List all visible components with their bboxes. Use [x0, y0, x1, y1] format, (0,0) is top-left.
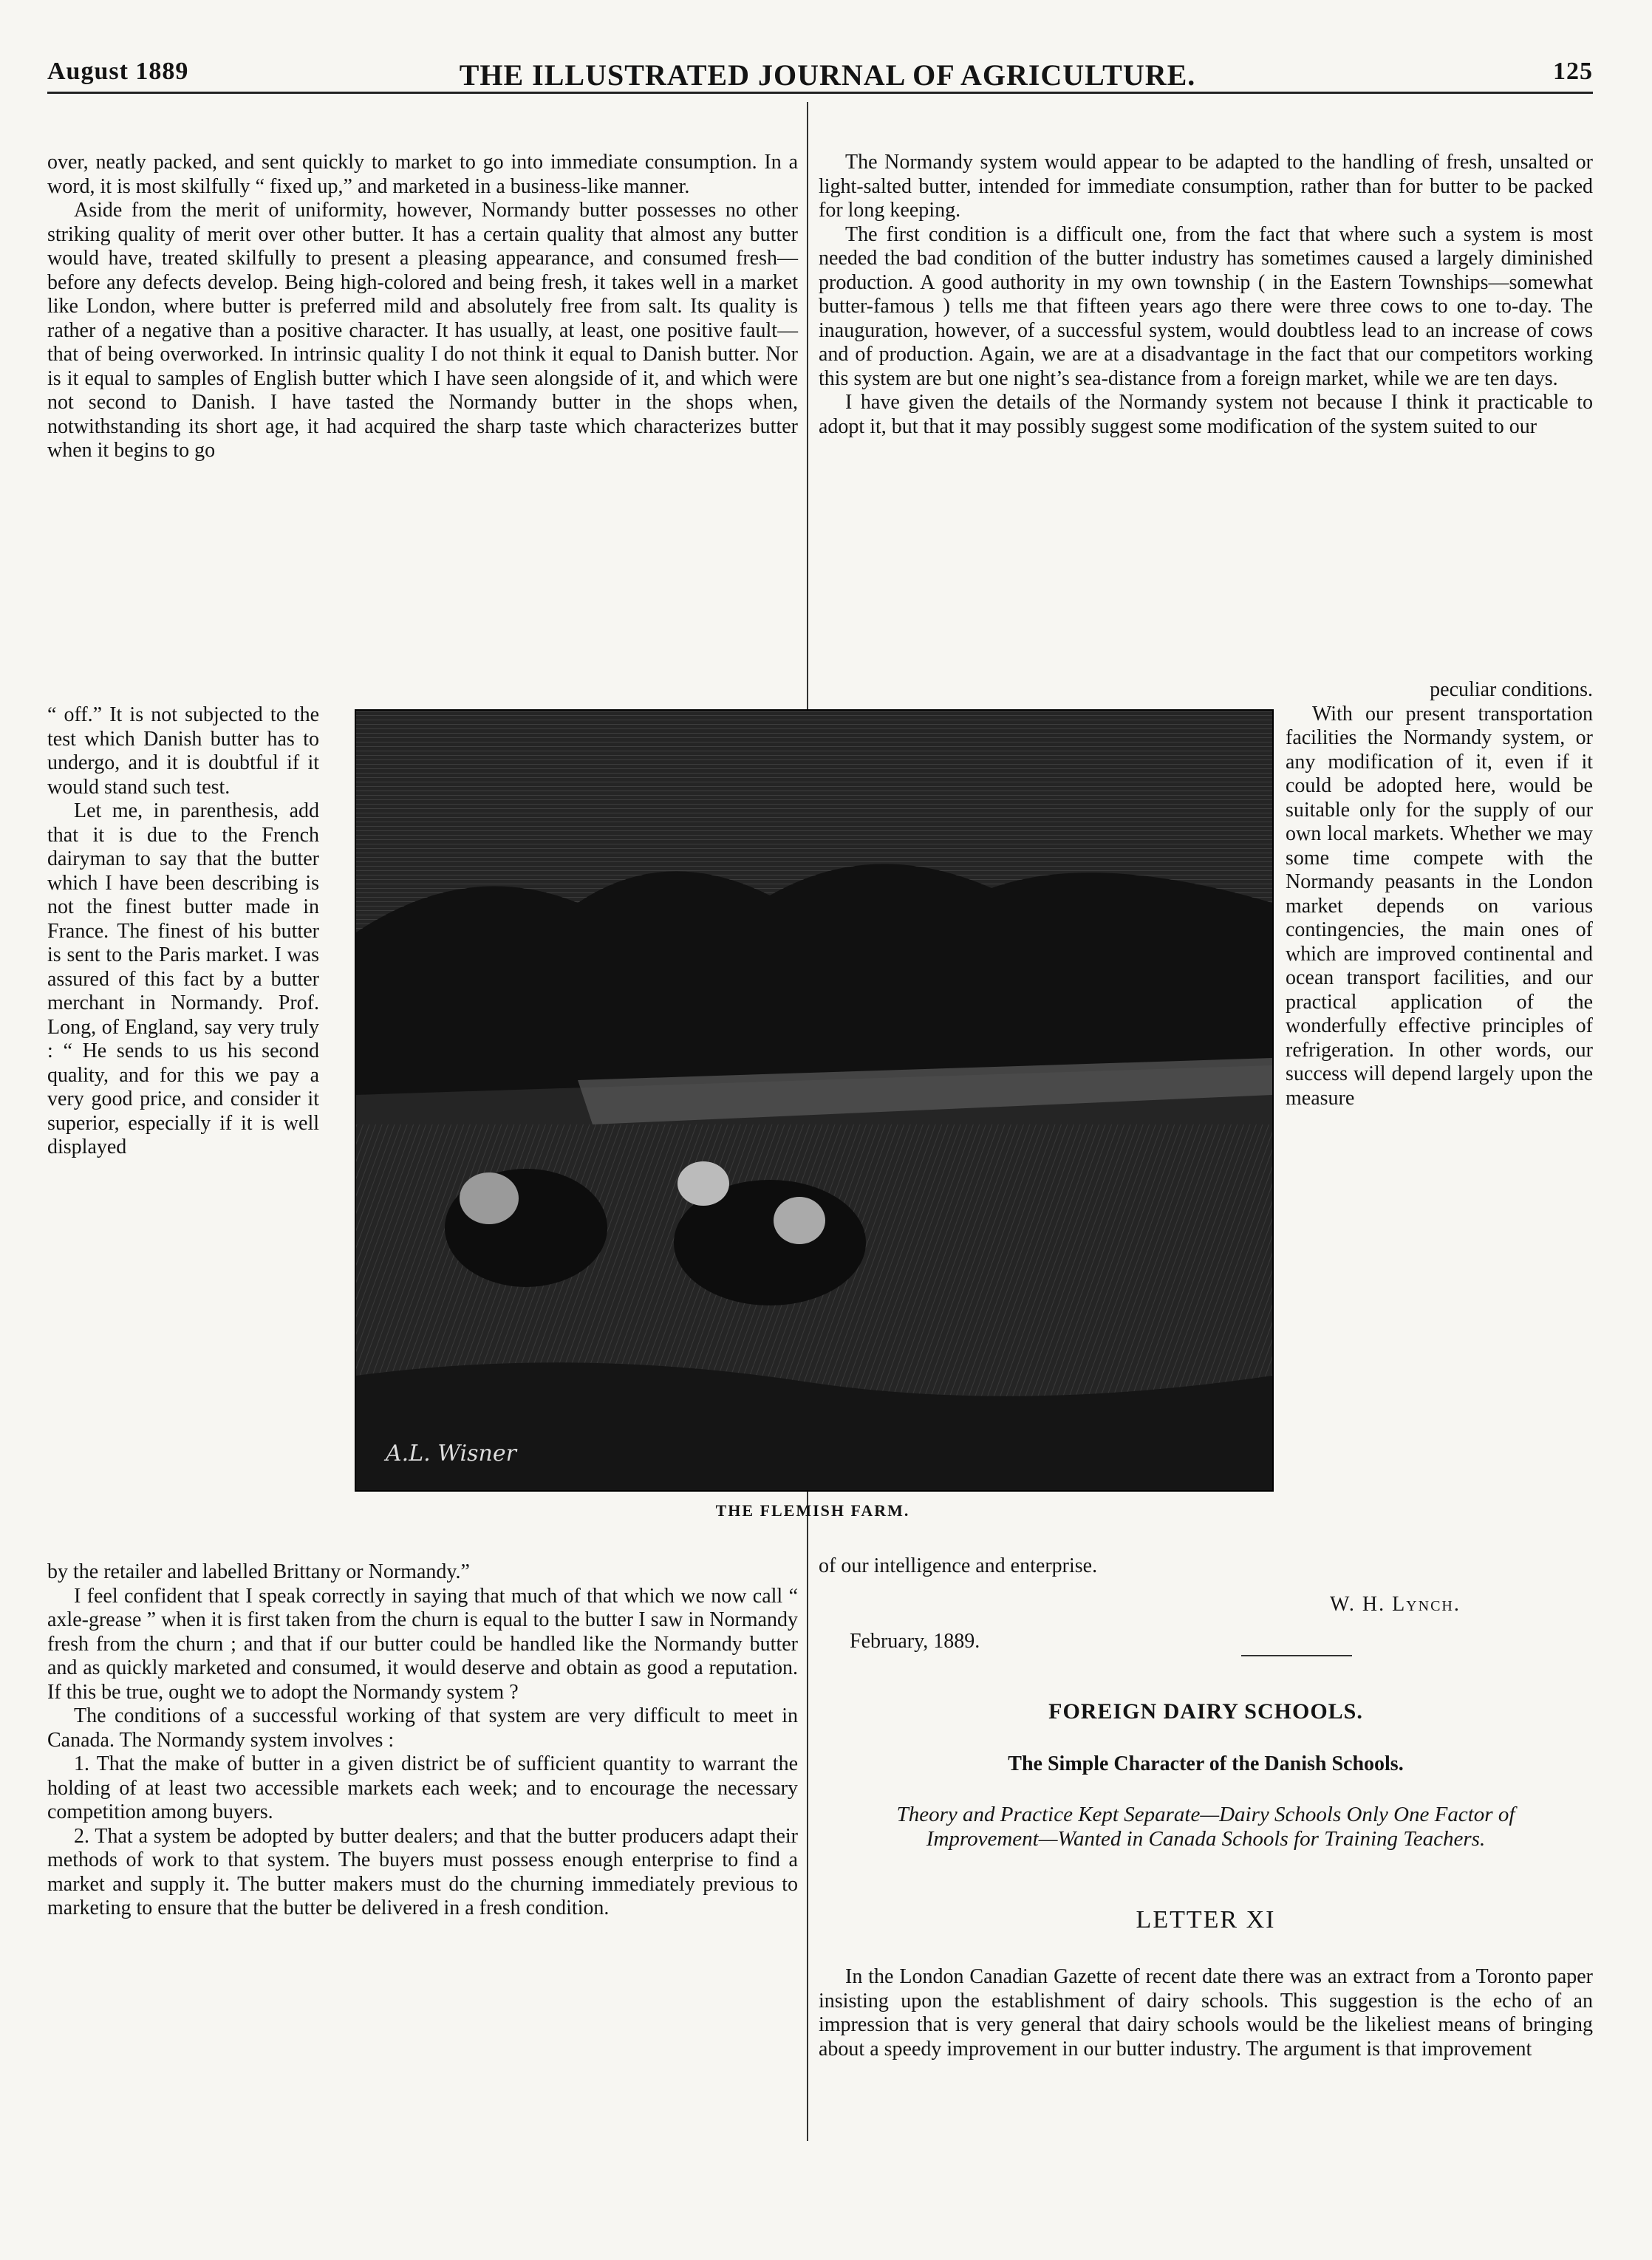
figure-caption: THE FLEMISH FARM. — [715, 1501, 910, 1520]
article-deck: Theory and Practice Kept Separate—Dairy Schools Only One Factor of Improvement—Wanted in Canada Schools for Training Teachers. — [896, 1803, 1515, 1851]
paragraph: The first condition is a difficult one, from the fact that where such a system is most needed the bad condition of the butter industry has sometimes caused a largely diminished production. A good authority in my own township ( in the Eastern Townships—somewhat butter-famous ) tells me that fifteen years ago there were three cows to one to-day. The inauguration, however, of a successful system, would doubtless lead to an increase of cows and of production. Again, we are at a disadvantage in the fact that our competitors working this system are but one night’s sea-distance from a foreign market, while we are ten days. — [819, 222, 1593, 390]
article-body — [819, 1965, 1593, 2061]
journal-title: THE ILLUSTRATED JOURNAL OF AGRICULTURE. — [459, 58, 1196, 92]
header-rule — [47, 92, 1593, 94]
flemish-farm-image — [356, 711, 1272, 1490]
left-column-top — [47, 151, 798, 463]
paragraph: I have given the details of the Normandy system not because I think it practicable to adopt it, but that it may possibly suggest some modification of the system suited to our — [819, 391, 1593, 438]
right-column-narrow — [1286, 678, 1593, 1110]
closing-line — [819, 1554, 1262, 1579]
section-rule — [1241, 1655, 1352, 1656]
left-column-narrow — [47, 703, 319, 1160]
header-date: August 1889 — [47, 58, 189, 85]
engraving-illustration — [355, 709, 1274, 1492]
paragraph: 2. That a system be adopted by butter dealers; and that the butter producers adapt their methods of work to that system. The buyers must possess enough enterprise to find a market and supply it. The butter makers must do the churning immediately previous to marketing to ensure that the butter be delivered in a fresh condition. — [47, 1824, 798, 1919]
paragraph: With our present transportation facilities the Normandy system, or any modification of it, even if it could be adopted here, would be suitable only for the supply of our own local markets. Whether we may some time compete with the Normandy peasants in the London market depends on various contingencies, the main ones of which are improved continental and ocean transport facilities, and our practical application of the wonderfully effective principles of refrigeration. In other words, our success will depend largely upon the measure — [1286, 702, 1593, 1110]
page-number: 125 — [1553, 58, 1593, 85]
paragraph: In the London Canadian Gazette of recent date there was an extract from a Toronto paper insisting upon the establishment of dairy schools. This suggestion is the echo of an impression that is very general that dairy schools would be the likeliest means of bringing about a speedy improvement in our butter industry. The argument is that improvement — [819, 1965, 1593, 2061]
paragraph: The conditions of a successful working of that system are very difficult to meet in Canada. The Normandy system involves : — [47, 1704, 798, 1752]
paragraph: Aside from the merit of uniformity, however, Normandy butter possesses no other striking quality of merit over other butter. It has a certain quality that almost any butter would have, treated skilfully to present a pleasing appearance, and consumed fresh—before any defects develop. Being high-colored and being fresh, it takes well in a market like London, where butter is preferred mild and absolutely free from salt. Its quality is rather of a negative than a positive character. It has usually, at least, one positive fault—that of being overworked. In intrinsic quality I do not think it equal to Danish butter. Nor is it equal to samples of English butter which I have seen alongside of it, and which were not second to Danish. I have tasted the Normandy butter in the shops when, notwithstanding its short age, it had acquired the sharp taste which characterizes butter when it begins to go — [47, 199, 798, 462]
paragraph: over, neatly packed, and sent quickly to market to go into immediate consumption. In a word, it is most skilfully “ fixed up,” and marketed in a business-like manner. — [47, 151, 798, 198]
paragraph: peculiar conditions. — [1430, 678, 1593, 701]
author-signature: W. H. Lynch. — [1330, 1593, 1461, 1616]
paragraph: 1. That the make of butter in a given district be of sufficient quantity to warrant the holding of at least two accessible markets each week; and to encourage the necessary competition among buyers. — [47, 1752, 798, 1823]
paragraph: I feel confident that I speak correctly in saying that much of that which we now call “ axle-grease ” when it is first taken from the churn is equal to the butter I saw in Normandy fresh from the churn ; and that if our butter could be handled like the Normandy butter and as quickly marketed and consumed, it would deserve and obtain as good a reputation. If this be true, ought we to adopt the Normandy system ? — [47, 1584, 798, 1704]
left-column-bottom — [47, 1560, 798, 1921]
article-subheading: The Simple Character of the Danish Schools. — [1008, 1752, 1404, 1775]
paragraph: “ off.” It is not subjected to the test which Danish butter has to undergo, and it is doubtful if it would stand such test. — [47, 703, 319, 799]
paragraph: Let me, in parenthesis, add that it is due to the French dairyman to say that the butter which I have been describing is not the finest butter made in France. The finest of his butter is sent to the Paris market. I was assured of this fact by a butter merchant in Normandy. Prof. Long, of England, say very truly : “ He sends to us his second quality, and for this we pay a very good price, and consider it superior, especially if it is well displayed — [47, 799, 319, 1158]
artist-signature: A.L. Wisner — [386, 1441, 516, 1467]
article-heading: FOREIGN DAIRY SCHOOLS. — [1048, 1699, 1363, 1724]
paragraph: of our intelligence and enterprise. — [819, 1554, 1098, 1577]
right-column-top — [819, 151, 1593, 439]
letter-number: LETTER XI — [1136, 1906, 1276, 1933]
paragraph: The Normandy system would appear to be adapted to the handling of fresh, unsalted or light-salted butter, intended for immediate consumption, rather than for butter to be packed for long keeping. — [819, 151, 1593, 222]
paragraph: by the retailer and labelled Brittany or Normandy.” — [47, 1560, 470, 1583]
date-line: February, 1889. — [850, 1630, 980, 1653]
